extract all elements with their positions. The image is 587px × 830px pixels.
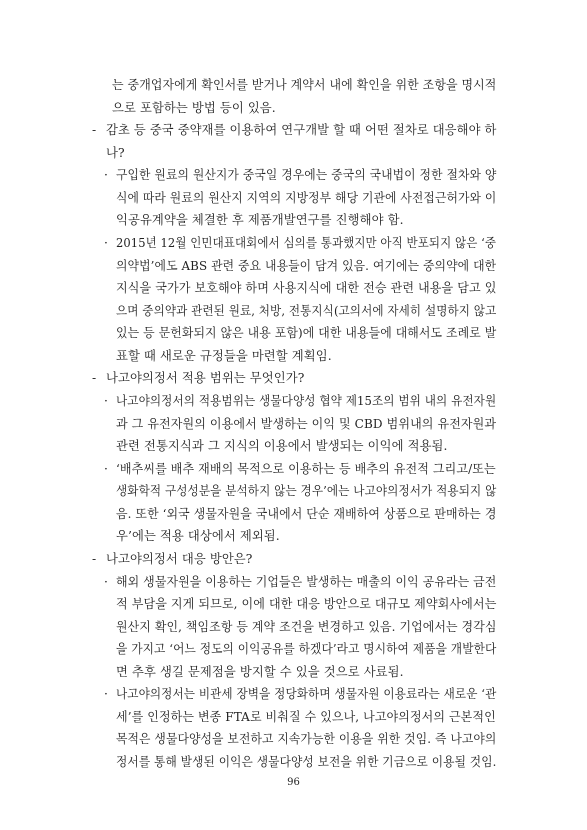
intro-line: 는 중개업자에게 확인서를 받거나 계약서 내에 확인을 위한 조항을 명시적 bbox=[112, 78, 497, 92]
bullet-line: 세’를 인정하는 변종 FTA로 비춰질 수 있으나, 나고야의정서의 근본적인 bbox=[116, 709, 496, 724]
bullet-line: 나고야의정서의 적용범위는 생물다양성 협약 제15조의 범위 내의 유전자원 bbox=[116, 393, 497, 408]
bullet-line: 목적은 생물다양성을 보전하고 지속가능한 이용을 위한 것임. 즉 나고야의 bbox=[116, 732, 497, 747]
section-question: 나? bbox=[106, 145, 125, 160]
bullet-marker: · bbox=[104, 461, 108, 476]
bullet-line: 적 부담을 지게 되므로, 이에 대한 대응 방안으로 대규모 제약회사에서는 bbox=[116, 597, 497, 611]
section-question: 나고야의정서 대응 방안은? bbox=[106, 551, 253, 566]
bullet-marker: · bbox=[104, 574, 108, 589]
bullet-line: 생화학적 구성성분을 분석하지 않는 경우’에는 나고야의정서가 적용되지 않 bbox=[116, 484, 497, 499]
bullet-line: 원산지 확인, 책임조항 등 계약 조건을 변경하고 있음. 기업에서는 경각심 bbox=[116, 619, 497, 634]
section-marker: - bbox=[92, 123, 97, 138]
section-question: 감초 등 중국 중약재를 이용하여 연구개발 할 때 어떤 절차로 대응해야 하 bbox=[106, 123, 497, 138]
section-marker: - bbox=[92, 551, 97, 566]
intro-line: 으로 포함하는 방법 등이 있음. bbox=[112, 100, 276, 115]
bullet-marker: · bbox=[104, 168, 108, 183]
section-question: 나고야의정서 적용 범위는 무엇인가? bbox=[106, 371, 305, 386]
bullet-line: 해외 생물자원을 이용하는 기업들은 발생하는 매출의 이익 공유라는 금전 bbox=[116, 574, 497, 589]
bullet-line: 식에 따라 원료의 원산지 지역의 지방정부 해당 기관에 사전접근허가와 이 bbox=[116, 190, 497, 205]
bullet-line: 지식을 국가가 보호해야 하며 사용지식에 대한 전승 관련 내용을 담고 있 bbox=[116, 281, 497, 296]
bullet-line: 면 추후 생길 문제점을 방지할 수 있을 것으로 사료됨. bbox=[116, 664, 404, 679]
bullet-line: 음. 또한 ‘외국 생물자원을 국내에서 단순 재배하여 상품으로 판매하는 경 bbox=[116, 506, 497, 521]
bullet-line: 과 그 유전자원의 이용에서 발생하는 이익 및 CBD 범위내의 유전자원과 bbox=[116, 416, 497, 431]
bullet-line: 있는 등 문헌화되지 않은 내용 포함)에 대한 내용들에 대해서도 조례로 발 bbox=[116, 326, 497, 341]
bullet-line: 익공유계약을 체결한 후 제품개발연구를 진행해야 함. bbox=[116, 213, 404, 228]
bullet-marker: · bbox=[104, 393, 108, 408]
bullet-marker: · bbox=[104, 687, 108, 702]
bullet-line: 정서를 통해 발생된 이익은 생물다양성 보전을 위한 기금으로 이용될 것임. bbox=[116, 755, 497, 769]
bullet-line: 의약법’에도 ABS 관련 중요 내용들이 담겨 있음. 여기에는 중의약에 대한 bbox=[116, 258, 497, 273]
bullet-line: 표할 때 새로운 규정들을 마련할 계획임. bbox=[116, 348, 332, 363]
bullet-line: 우’에는 적용 대상에서 제외됨. bbox=[116, 529, 280, 544]
page-number: 96 bbox=[287, 777, 300, 788]
bullet-line: 을 가지고 ‘어느 정도의 이익공유를 하겠다’라고 명시하여 제품을 개발한다 bbox=[116, 642, 497, 657]
bullet-line: 나고야의정서는 비관세 장벽을 정당화하며 생물자원 이용료라는 새로운 ‘관 bbox=[116, 687, 497, 702]
bullet-line: ‘배추씨를 배추 재배의 목적으로 이용하는 등 배추의 유전적 그리고/또는 bbox=[116, 461, 496, 476]
bullet-line: 으며 중의약과 관련된 원료, 처방, 전통지식(고의서에 자세히 설명하지 않고 bbox=[116, 303, 497, 318]
bullet-marker: · bbox=[104, 236, 108, 250]
bullet-line: 2015년 12월 인민대표대회에서 심의를 통과했지만 아직 반포되지 않은 ‘중 bbox=[116, 236, 497, 250]
section-marker: - bbox=[92, 371, 97, 386]
bullet-line: 구입한 원료의 원산지가 중국일 경우에는 중국의 국내법이 정한 절차와 양 bbox=[116, 168, 497, 183]
bullet-line: 관련 전통지식과 그 지식의 이용에서 발생되는 이익에 적용됨. bbox=[116, 439, 448, 454]
